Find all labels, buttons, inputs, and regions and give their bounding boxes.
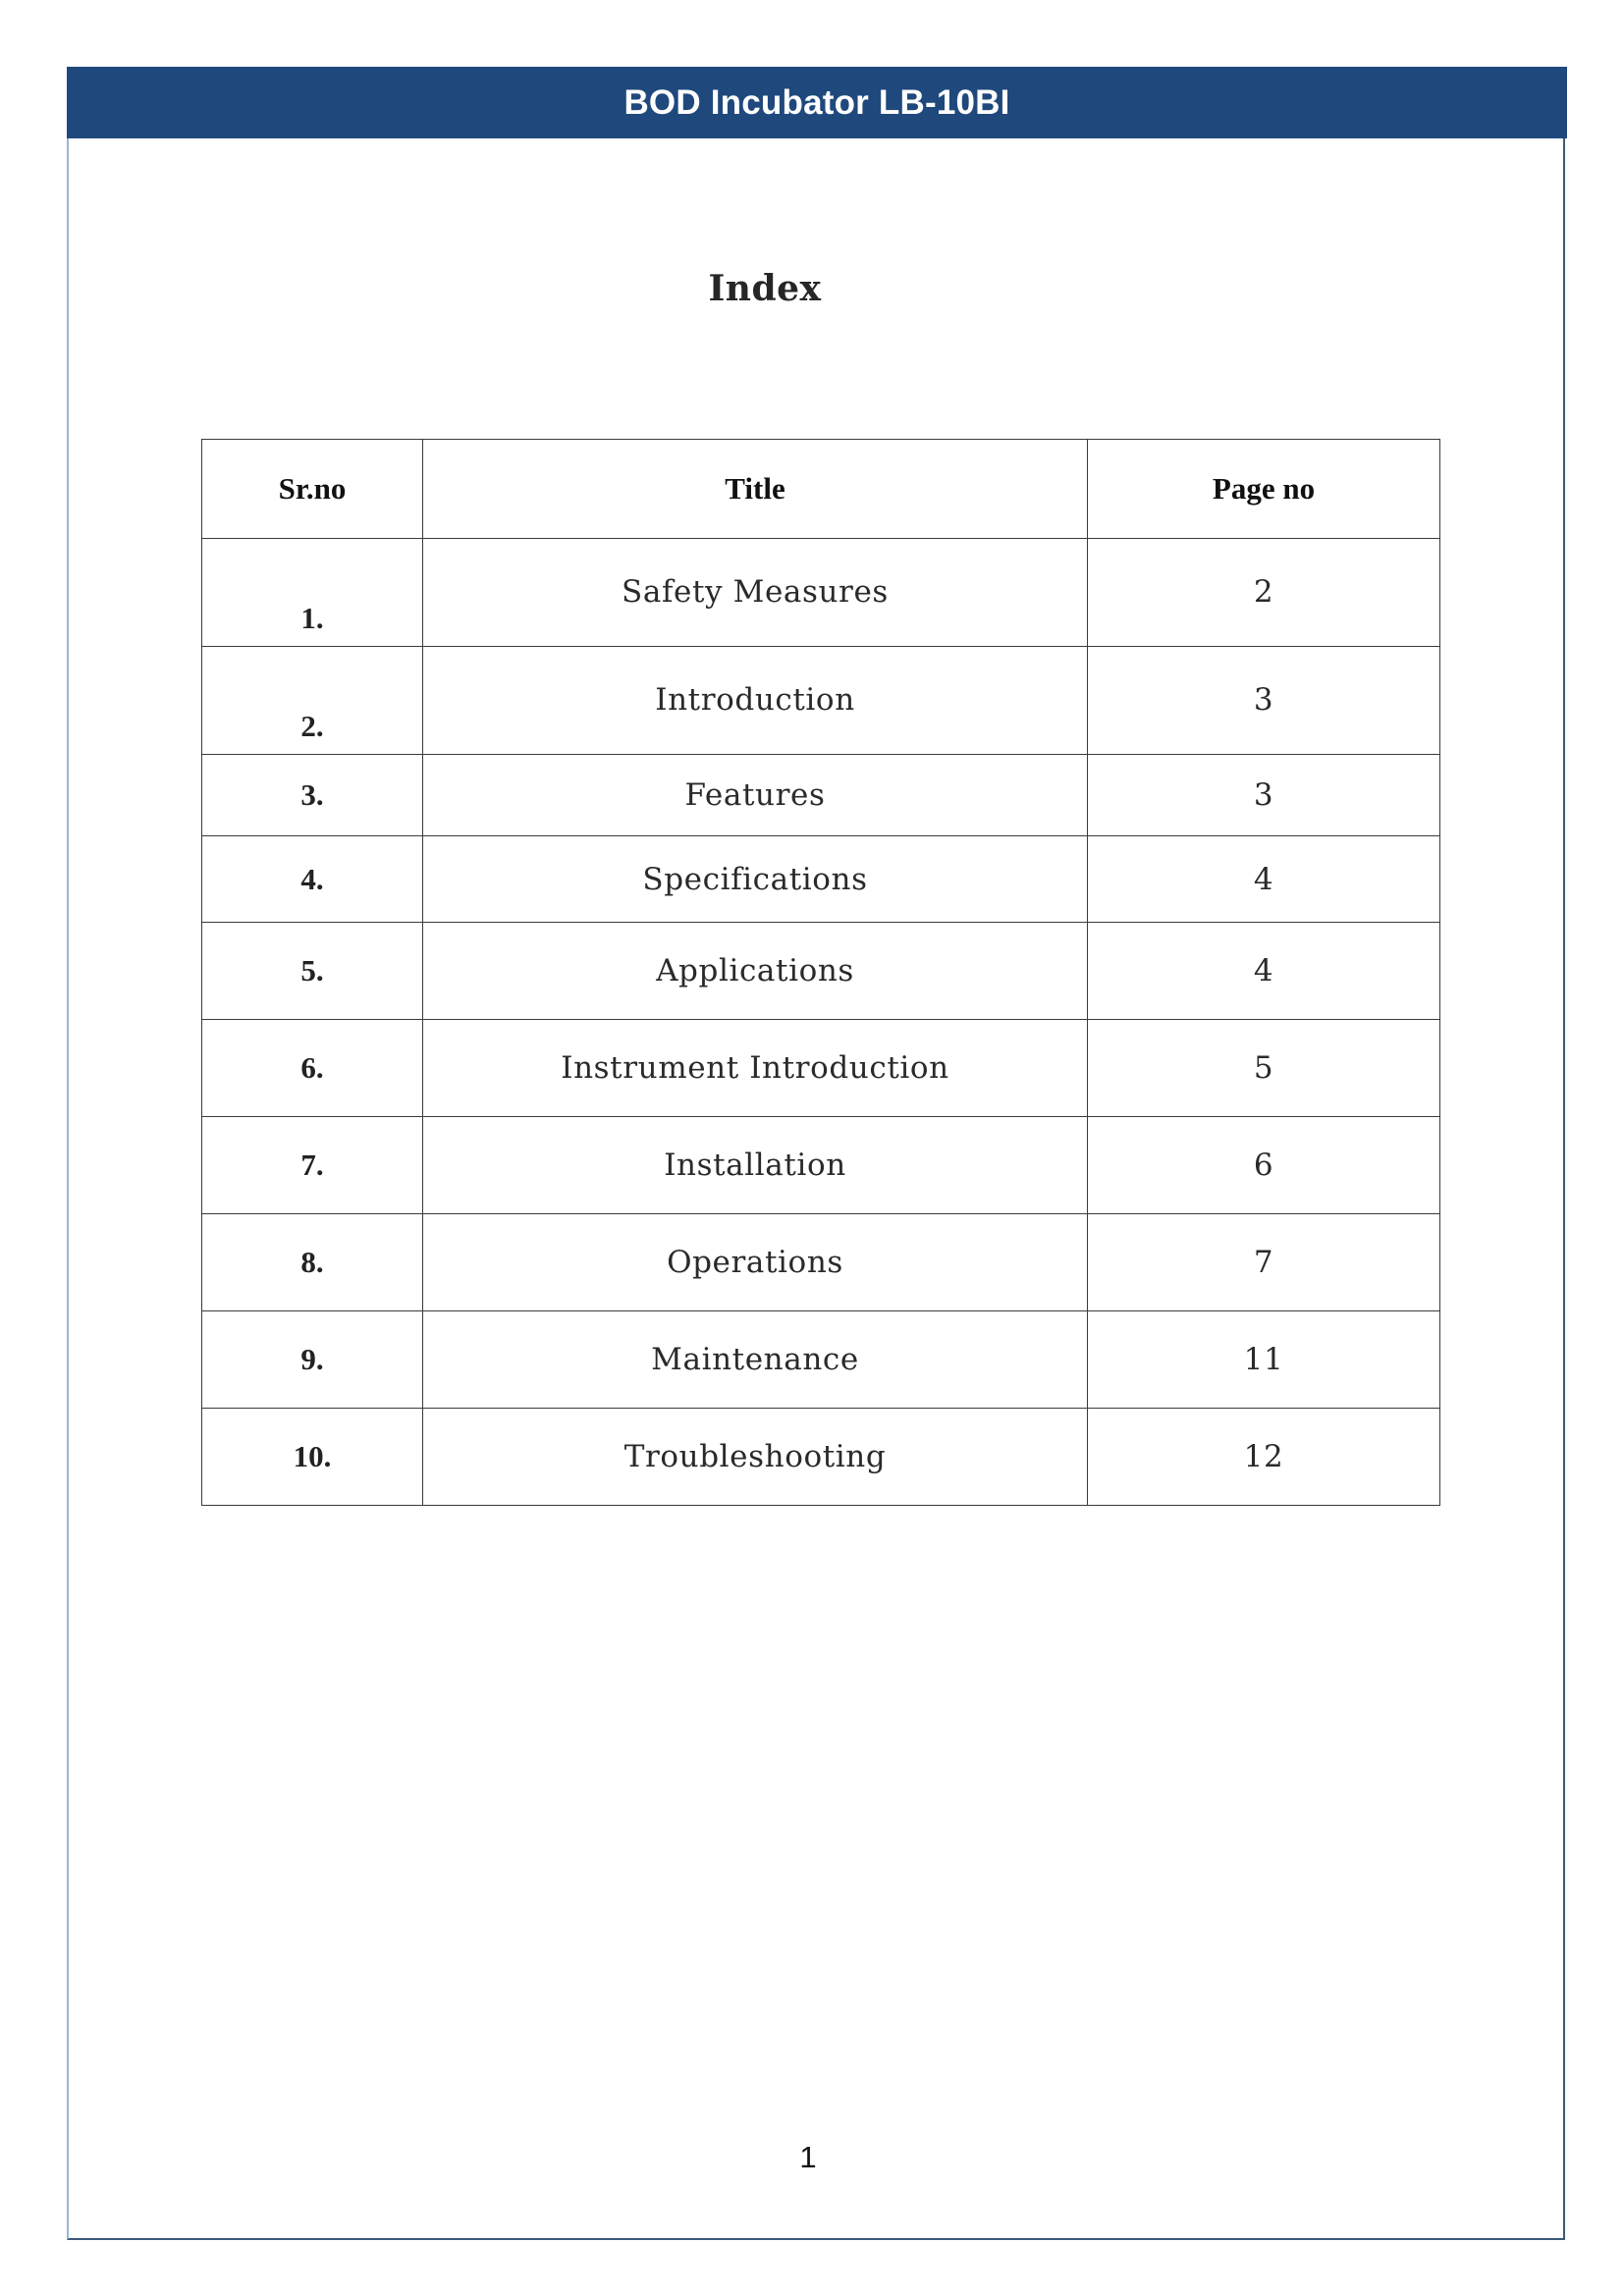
row-page-no: 3 bbox=[1088, 647, 1440, 755]
table-row bbox=[202, 1311, 1440, 1409]
column-header-page-no: Page no bbox=[1088, 440, 1440, 539]
column-header-sr-no: Sr.no bbox=[202, 440, 423, 539]
row-sr-no: 8. bbox=[202, 1214, 423, 1311]
row-page-no: 12 bbox=[1088, 1409, 1440, 1506]
row-sr-no: 7. bbox=[202, 1117, 423, 1214]
table-row bbox=[202, 1020, 1440, 1117]
row-page-no: 6 bbox=[1088, 1117, 1440, 1214]
row-title: Troubleshooting bbox=[423, 1409, 1088, 1506]
row-title: Installation bbox=[423, 1117, 1088, 1214]
table-header-row bbox=[202, 440, 1440, 539]
header-bar bbox=[67, 67, 1567, 138]
row-sr-no: 5. bbox=[202, 923, 423, 1020]
row-page-no: 5 bbox=[1088, 1020, 1440, 1117]
row-sr-no: 2. bbox=[202, 647, 423, 755]
index-table bbox=[201, 439, 1440, 1506]
row-sr-no: 1. bbox=[202, 539, 423, 647]
table-row bbox=[202, 836, 1440, 923]
row-title: Instrument Introduction bbox=[423, 1020, 1088, 1117]
row-title: Specifications bbox=[423, 836, 1088, 923]
table-row bbox=[202, 1409, 1440, 1506]
row-title: Features bbox=[423, 755, 1088, 836]
row-title: Operations bbox=[423, 1214, 1088, 1311]
document-title: BOD Incubator LB-10BI bbox=[623, 82, 1010, 122]
table-row bbox=[202, 923, 1440, 1020]
row-sr-no: 4. bbox=[202, 836, 423, 923]
row-page-no: 11 bbox=[1088, 1311, 1440, 1409]
row-page-no: 7 bbox=[1088, 1214, 1440, 1311]
row-title: Introduction bbox=[423, 647, 1088, 755]
row-page-no: 4 bbox=[1088, 923, 1440, 1020]
row-page-no: 3 bbox=[1088, 755, 1440, 836]
row-title: Maintenance bbox=[423, 1311, 1088, 1409]
table-row bbox=[202, 539, 1440, 647]
table-row bbox=[202, 1117, 1440, 1214]
row-page-no: 2 bbox=[1088, 539, 1440, 647]
row-sr-no: 3. bbox=[202, 755, 423, 836]
row-sr-no: 6. bbox=[202, 1020, 423, 1117]
index-heading: Index bbox=[708, 268, 822, 309]
row-title: Safety Measures bbox=[423, 539, 1088, 647]
table-row bbox=[202, 755, 1440, 836]
table-row bbox=[202, 647, 1440, 755]
column-header-title: Title bbox=[423, 440, 1088, 539]
row-title: Applications bbox=[423, 923, 1088, 1020]
table-row bbox=[202, 1214, 1440, 1311]
row-page-no: 4 bbox=[1088, 836, 1440, 923]
row-sr-no: 9. bbox=[202, 1311, 423, 1409]
row-sr-no: 10. bbox=[202, 1409, 423, 1506]
page-number: 1 bbox=[799, 2140, 817, 2174]
